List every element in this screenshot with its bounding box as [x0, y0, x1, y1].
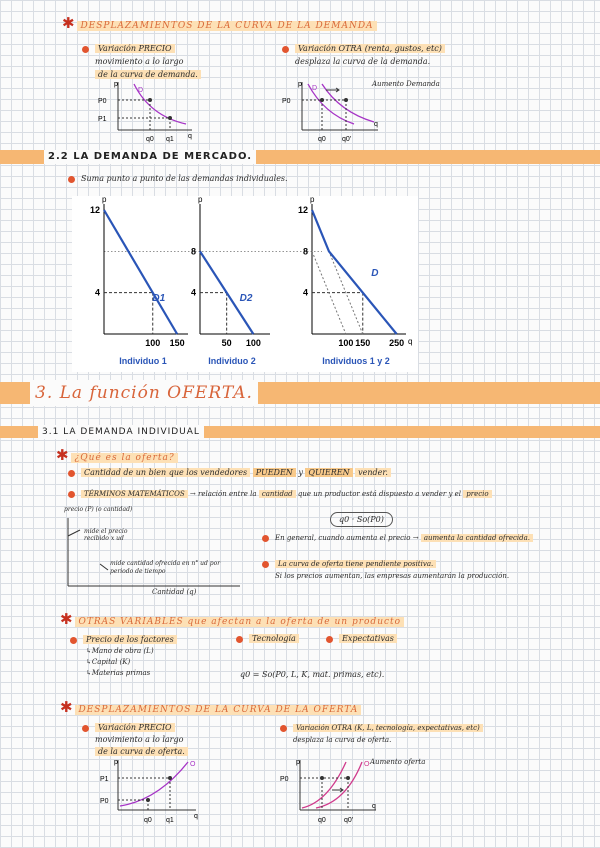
q0-label: q0	[318, 136, 326, 143]
question-line	[56, 446, 178, 464]
expectations-item	[326, 634, 397, 643]
supply-x-label: Cantidad (q)	[152, 588, 197, 596]
supply-curve	[120, 762, 188, 806]
point-b	[168, 776, 172, 780]
y-tick-label: 8	[190, 246, 196, 257]
supply-price-desc1: movimiento a lo largo	[95, 735, 184, 744]
curve-label: D	[312, 85, 318, 92]
supply-point1: En general, cuando aumenta el precio → aumenta la cantidad ofrecida.	[262, 534, 533, 542]
market-title	[44, 150, 256, 164]
y-tick-label: 4	[190, 287, 196, 298]
q0p-label: q0'	[342, 136, 352, 143]
technology-item	[236, 634, 299, 643]
x-tick-label: 50	[221, 338, 232, 348]
def-part-e: vender.	[355, 468, 391, 477]
supply-shift-heading	[60, 698, 361, 716]
x-tick-label: 100	[245, 338, 261, 348]
individual-title	[38, 425, 204, 439]
supply-increase-note: Aumento oferta	[370, 758, 426, 766]
supply-shift-graph	[276, 756, 386, 832]
def-part-b: PUEDEN	[253, 468, 296, 477]
point2-b: Si los precios aumentan, las empresas aumentarán la producción.	[275, 572, 510, 580]
factor-list	[86, 646, 177, 679]
math-part-a: TÉRMINOS MATEMÁTICOS	[81, 490, 188, 498]
supply-point2	[262, 558, 509, 582]
supply-price-title: Variación PRECIO	[95, 723, 175, 732]
bullet-icon	[326, 636, 333, 643]
axis-p-label: p	[198, 196, 203, 204]
bullet-icon	[68, 491, 75, 498]
bullet-icon	[70, 637, 77, 644]
y-tick-label: 4	[302, 287, 308, 298]
q1-label: q1	[166, 136, 174, 143]
axis-q-label: q	[188, 133, 192, 140]
point-a	[320, 776, 324, 780]
bullet-icon	[262, 535, 269, 542]
panel-name: Individuos 1 y 2	[322, 356, 390, 366]
x-tick-label: 100	[338, 338, 354, 348]
supply-other-block	[280, 722, 483, 746]
supply-formula: q0 · So(P0)	[330, 512, 393, 527]
point-a	[146, 798, 150, 802]
asterisk-icon: ✱	[56, 446, 69, 464]
bullet-icon	[236, 636, 243, 643]
market-bullet	[68, 174, 288, 183]
point2-a: La curva de oferta tiene pendiente positiva.	[275, 560, 436, 568]
market-chart-svg	[72, 196, 418, 372]
x-tick-label: 250	[389, 338, 405, 348]
supply-def-bullet	[68, 468, 391, 477]
supply-shift-title: DESPLAZAMIENTOS DE LA CURVA DE LA OFERTA	[75, 705, 361, 715]
p1-label: P1	[98, 116, 107, 123]
math-part-c: cantidad	[259, 490, 296, 498]
x-tick-label: 100	[145, 338, 161, 348]
factor-prices	[70, 634, 177, 679]
supply-other-desc: desplaza la curva de oferta.	[293, 736, 392, 744]
def-part-a: Cantidad de un bien que los vendedores	[81, 468, 250, 477]
p0-label: P0	[100, 798, 109, 805]
supply-x-note: mide cantidad ofrecida en n° ud por periodo de tiempo	[110, 560, 221, 575]
point-a	[320, 98, 324, 102]
axis-q-label: q	[374, 121, 378, 128]
expectations-label: Expectativas	[339, 634, 397, 643]
demand-price-desc1: movimiento a lo largo	[95, 57, 184, 66]
axis-p-label: p	[114, 81, 118, 88]
factor-item: ↳Capital (K)	[86, 658, 131, 666]
point-a	[148, 98, 152, 102]
curve-label: O	[364, 761, 370, 768]
axis-q-label: q	[372, 803, 376, 810]
demand-price-desc2: de la curva de demanda.	[95, 70, 201, 79]
curve-label: D1	[152, 292, 166, 304]
q0-label: q0	[144, 817, 152, 824]
point1-b: aumenta el precio	[346, 534, 411, 542]
factor-item: ↳Mano de obra (L)	[86, 647, 154, 655]
math-part-e: precio	[463, 490, 491, 498]
y-tick-label: 4	[94, 287, 100, 298]
p0-label: P0	[98, 98, 107, 105]
panel-name: Individuo 2	[208, 356, 256, 366]
p1-label: P1	[100, 776, 109, 783]
supply-title-text: 3. La función OFERTA.	[35, 383, 253, 403]
other-vars-title: OTRAS VARIABLES que afectan a la oferta de un producto	[75, 617, 404, 627]
supply-curve-shifted	[316, 762, 362, 808]
asterisk-icon: ✱	[60, 698, 73, 716]
x-tick-label: 150	[169, 338, 185, 348]
axis-p-label: p	[114, 759, 118, 766]
def-part-d: QUIEREN	[305, 468, 352, 477]
panel-name: Individuo 1	[119, 356, 167, 366]
market-chart	[72, 196, 418, 372]
point-b	[344, 98, 348, 102]
demand-curve-d	[312, 210, 397, 334]
bullet-icon	[262, 561, 269, 568]
market-bullet-text: Suma punto a punto de las demandas individuales.	[81, 174, 288, 183]
curve-label: D	[371, 268, 379, 280]
demand-other-block	[282, 42, 445, 68]
math-terms-bullet	[68, 490, 492, 498]
axis-p-label: p	[310, 196, 315, 204]
demand-other-title: Variación OTRA (renta, gustos, etc)	[295, 44, 445, 53]
q0-label: q0	[318, 817, 326, 824]
bullet-icon	[82, 725, 89, 732]
demand-price-title: Variación PRECIO	[95, 44, 175, 53]
question-text: ¿Qué es la oferta?	[71, 453, 177, 463]
market-title-text: 2.2 LA DEMANDA DE MERCADO.	[48, 151, 253, 162]
curve-label: D	[138, 87, 144, 94]
p0-label: P0	[282, 98, 291, 105]
demand-other-desc: desplaza la curva de la demanda.	[295, 57, 431, 66]
curve-label: O	[190, 761, 196, 768]
bullet-icon	[68, 470, 75, 477]
individual-title-text: 3.1 LA DEMANDA INDIVIDUAL	[42, 427, 200, 437]
demand-curve-d1	[104, 210, 177, 334]
axis-p-label: p	[102, 196, 107, 204]
demand-price-block	[82, 42, 201, 81]
bullet-icon	[68, 176, 75, 183]
q0-label: q0	[146, 136, 154, 143]
factor-item: ↳Materias primas	[86, 669, 151, 677]
supply-price-block	[82, 722, 188, 758]
point-b	[168, 116, 172, 120]
y-tick-label: 12	[89, 205, 100, 215]
bullet-icon	[82, 46, 89, 53]
y-tick-label: 8	[302, 246, 308, 257]
axis-q-label: q	[194, 813, 198, 820]
bullet-icon	[282, 46, 289, 53]
def-part-c: y	[298, 468, 303, 477]
supply-y-label: precio (P) (o cantidad)	[64, 506, 133, 513]
supply-price-graph	[92, 756, 202, 832]
x-pointer	[100, 564, 108, 570]
p0-label: P0	[280, 776, 289, 783]
other-vars-heading	[60, 610, 404, 628]
factor-prices-title: Precio de los factores	[83, 635, 177, 644]
q0p-label: q0'	[344, 817, 354, 824]
supply-curve-original	[302, 762, 346, 808]
supply-y-note: mide el precio recibido x ud	[84, 528, 128, 542]
demand-increase-note: Aumento Demanda	[372, 80, 440, 88]
q1-label: q1	[166, 817, 174, 824]
point-b	[346, 776, 350, 780]
y-tick-label: 12	[297, 205, 308, 215]
technology-label: Tecnología	[249, 634, 299, 643]
axis-p-label: p	[298, 81, 302, 88]
asterisk-icon: ✱	[60, 610, 73, 628]
demand-price-graph	[92, 78, 202, 148]
asterisk-icon: ✱	[62, 14, 75, 32]
supply-price-desc2: de la curva de oferta.	[95, 747, 188, 756]
axis-q-label: q	[408, 337, 413, 346]
supply-title	[30, 380, 258, 406]
other-vars-formula: q0 = So(P0, L, K, mat. primas, etc).	[240, 670, 385, 679]
x-tick-label: 150	[355, 338, 371, 348]
y-pointer	[68, 530, 80, 536]
axis-p-label: p	[296, 759, 300, 766]
point1-c: aumenta la cantidad ofrecida.	[421, 534, 533, 542]
demand-shift-graph	[278, 78, 388, 148]
math-part-d: que un productor está dispuesto a vender y el	[297, 490, 462, 498]
math-part-b: → relación entre la	[189, 490, 257, 498]
demand-shift-title: DESPLAZAMIENTOS DE LA CURVA DE LA DEMANDA	[77, 21, 376, 31]
supply-other-title: Variación OTRA (K, L, tecnología, expectativas, etc)	[293, 724, 483, 732]
point1-a: En general, cuando	[275, 534, 345, 542]
bullet-icon	[280, 725, 287, 732]
demand-shift-heading	[62, 14, 377, 32]
curve-label: D2	[239, 292, 253, 304]
